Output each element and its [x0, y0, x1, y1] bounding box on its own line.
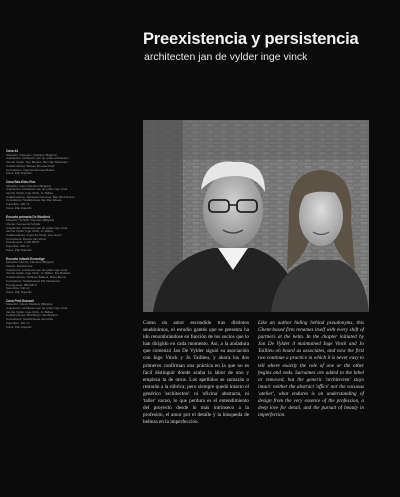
project-credit-line: Fotos: Filip Dujardin	[6, 247, 32, 252]
project-credit-line: Situación: Ghent, Flanders (Bélgica)	[6, 302, 53, 307]
project-credit-block	[6, 216, 130, 253]
project-credit-line: Jan De Vylder, Inge Vinck, Jo Taillieu	[6, 309, 54, 314]
project-credit-block	[6, 181, 130, 211]
project-credit-line: Situación: Schelle, Flanders (Bélgica)	[6, 218, 55, 223]
project-credit-title: Casa 43	[6, 149, 19, 153]
project-credit-line: Fotos: Filip Dujardin	[6, 205, 32, 210]
project-credit-line: Arquitectos: Architecten jan de vylder inge vinck	[6, 225, 68, 230]
project-credit-line: Consultores: Studiebureau Jan Ghijs	[6, 317, 54, 322]
project-credit-line: Superficie: 190 m²	[6, 320, 30, 325]
project-credit-title: Escuela infantil Ecrastige	[6, 256, 45, 261]
article-text-english: Like an author hiding behind pseudonyms, this Ghent-based firm renames itself with every shift of partners at the helm. In the chapter initiated by Jan De Vylder it maintained Inge Vinck and Jo Taillieu on board as associates, and now the first two continue a practice in which it is never easy to tell where exactly the role of one or the other begins and ends. Surnames are added to the label or removed, but the generic 'architecten' stays intact: neither the abstract 'office' nor the vacuous 'atelier', what endures is an understanding of design from the very essence of the profession, a deep love for detail, and the pursuit of beauty in imperfection.	[258, 320, 364, 419]
project-credit-line: Colaboradores: Bureau Bouwtechniek	[6, 163, 55, 168]
page-title: Preexistencia y persistencia	[143, 30, 359, 48]
project-credit-line: Colaboradores: Kathleen Bailleul, Marie Bonne	[6, 275, 67, 280]
project-credits-sidebar	[6, 150, 130, 334]
project-credit-block	[6, 150, 130, 176]
project-credit-line: Consultores: Studiebureau Van Den Abeele	[6, 198, 62, 203]
project-credit-line: Presupuesto: 1.200.000 €	[6, 240, 40, 245]
project-credit-line: Jan De Vylder, Inge Vinck, Jo Taillieu, Ilse Brabant	[6, 271, 71, 276]
project-credit-line: Presupuesto: 950.000 €	[6, 282, 37, 287]
project-credit-line: Consultores: Ingenieursbureau Bollen	[6, 167, 55, 172]
project-credit-line: Superficie: 640 m²	[6, 286, 30, 291]
project-credit-line: Fotos: Filip Dujardin	[6, 289, 32, 294]
portrait-photo-graphic	[143, 120, 369, 312]
architects-portrait-photo	[143, 120, 369, 312]
project-credit-line: Superficie: 900 m²	[6, 244, 30, 249]
project-credit-line: Arquitectos: Architecten jan de vylder inge vinck	[6, 267, 68, 272]
article-text-spanish: Como un autor escondido tras distintos seudónimos, el estudio gantés que se presenta ha ido renombrándose en función de los socios que lo han dirigido en cada momento. Así, a la andadura que comenzó Jan De Vylder siguió su asociación con Inge Vinck y Jo Taillieu, y ahora los dos primeros confirman una práctica en la que no es fácil distinguir dónde acaba la labor de uno y empieza la de otros. Los apellidos se sumarán o restarán a la rúbrica; pero siempre quedó intacto el genérico 'architecten': ni 'oficina' abstracta, ni 'taller' vacuo, lo que perdura es el entendimiento del proyecto desde lo más intrínseco a la profesión, el amor por el detalle y la búsqueda de belleza en la imperfección.	[143, 320, 249, 426]
project-credit-line: Fotos: Filip Dujardin	[6, 171, 32, 176]
project-credit-line: Colaboradores: Ingrid De Tandt, Lise Guyot	[6, 233, 62, 238]
project-credit-line: Arquitectos: Architecten jan de vylder inge vinck	[6, 306, 68, 311]
project-credit-block	[6, 258, 130, 295]
project-credit-line: Arquitectos: Architecten jan de vylder inge vinck	[6, 187, 68, 192]
project-credit-line: Situación: Gent, Flanders (Bélgica)	[6, 183, 51, 188]
project-credit-title: Casa Bas-Bleu-Rue	[6, 179, 36, 184]
project-credit-title: Casa Petit Bonsail	[6, 298, 34, 303]
project-credit-line: Cliente: Stad Deinze	[6, 263, 33, 268]
project-credit-block	[6, 300, 130, 330]
project-credit-line: Fotos: Filip Dujardin	[6, 324, 32, 329]
project-credit-line: Jan De Vylder, Tom Bettens, Bert Van Bouwelen	[6, 160, 68, 165]
project-credit-title: Escuela primaria De Biodiest	[6, 214, 50, 219]
project-credit-line: Colaboradores: Sebastian Gammer, Bas Van Damme	[6, 194, 75, 199]
project-credit-line: Jan De Vylder, Inge Vinck, Jo Taillieu	[6, 191, 54, 196]
page-subtitle: architecten jan de vylder inge vinck	[144, 51, 308, 63]
project-credit-line: Situación: Zottegem, Flanders (Bélgica)	[6, 152, 57, 157]
project-credit-line: Cliente: Gemeente Schelle	[6, 221, 41, 226]
project-credit-line: Jan De Vylder, Inge Vinck, Jo Taillieu	[6, 229, 54, 234]
project-credit-line: Consultores: Studiebureau Rik Vanhaeren	[6, 278, 60, 283]
project-credit-line: Consultores: Bureau Jan Morel	[6, 236, 46, 241]
project-credit-line: Superficie: 420 m²	[6, 202, 30, 207]
project-credit-line: Arquitectos: Architecten jan de vylder architecten	[6, 156, 69, 161]
project-credit-line: Situación: Deinze, Flanders (Bélgica)	[6, 260, 54, 265]
project-credit-line: Colaboradores: Bert Bovijn, Ilse Brabant	[6, 313, 58, 318]
